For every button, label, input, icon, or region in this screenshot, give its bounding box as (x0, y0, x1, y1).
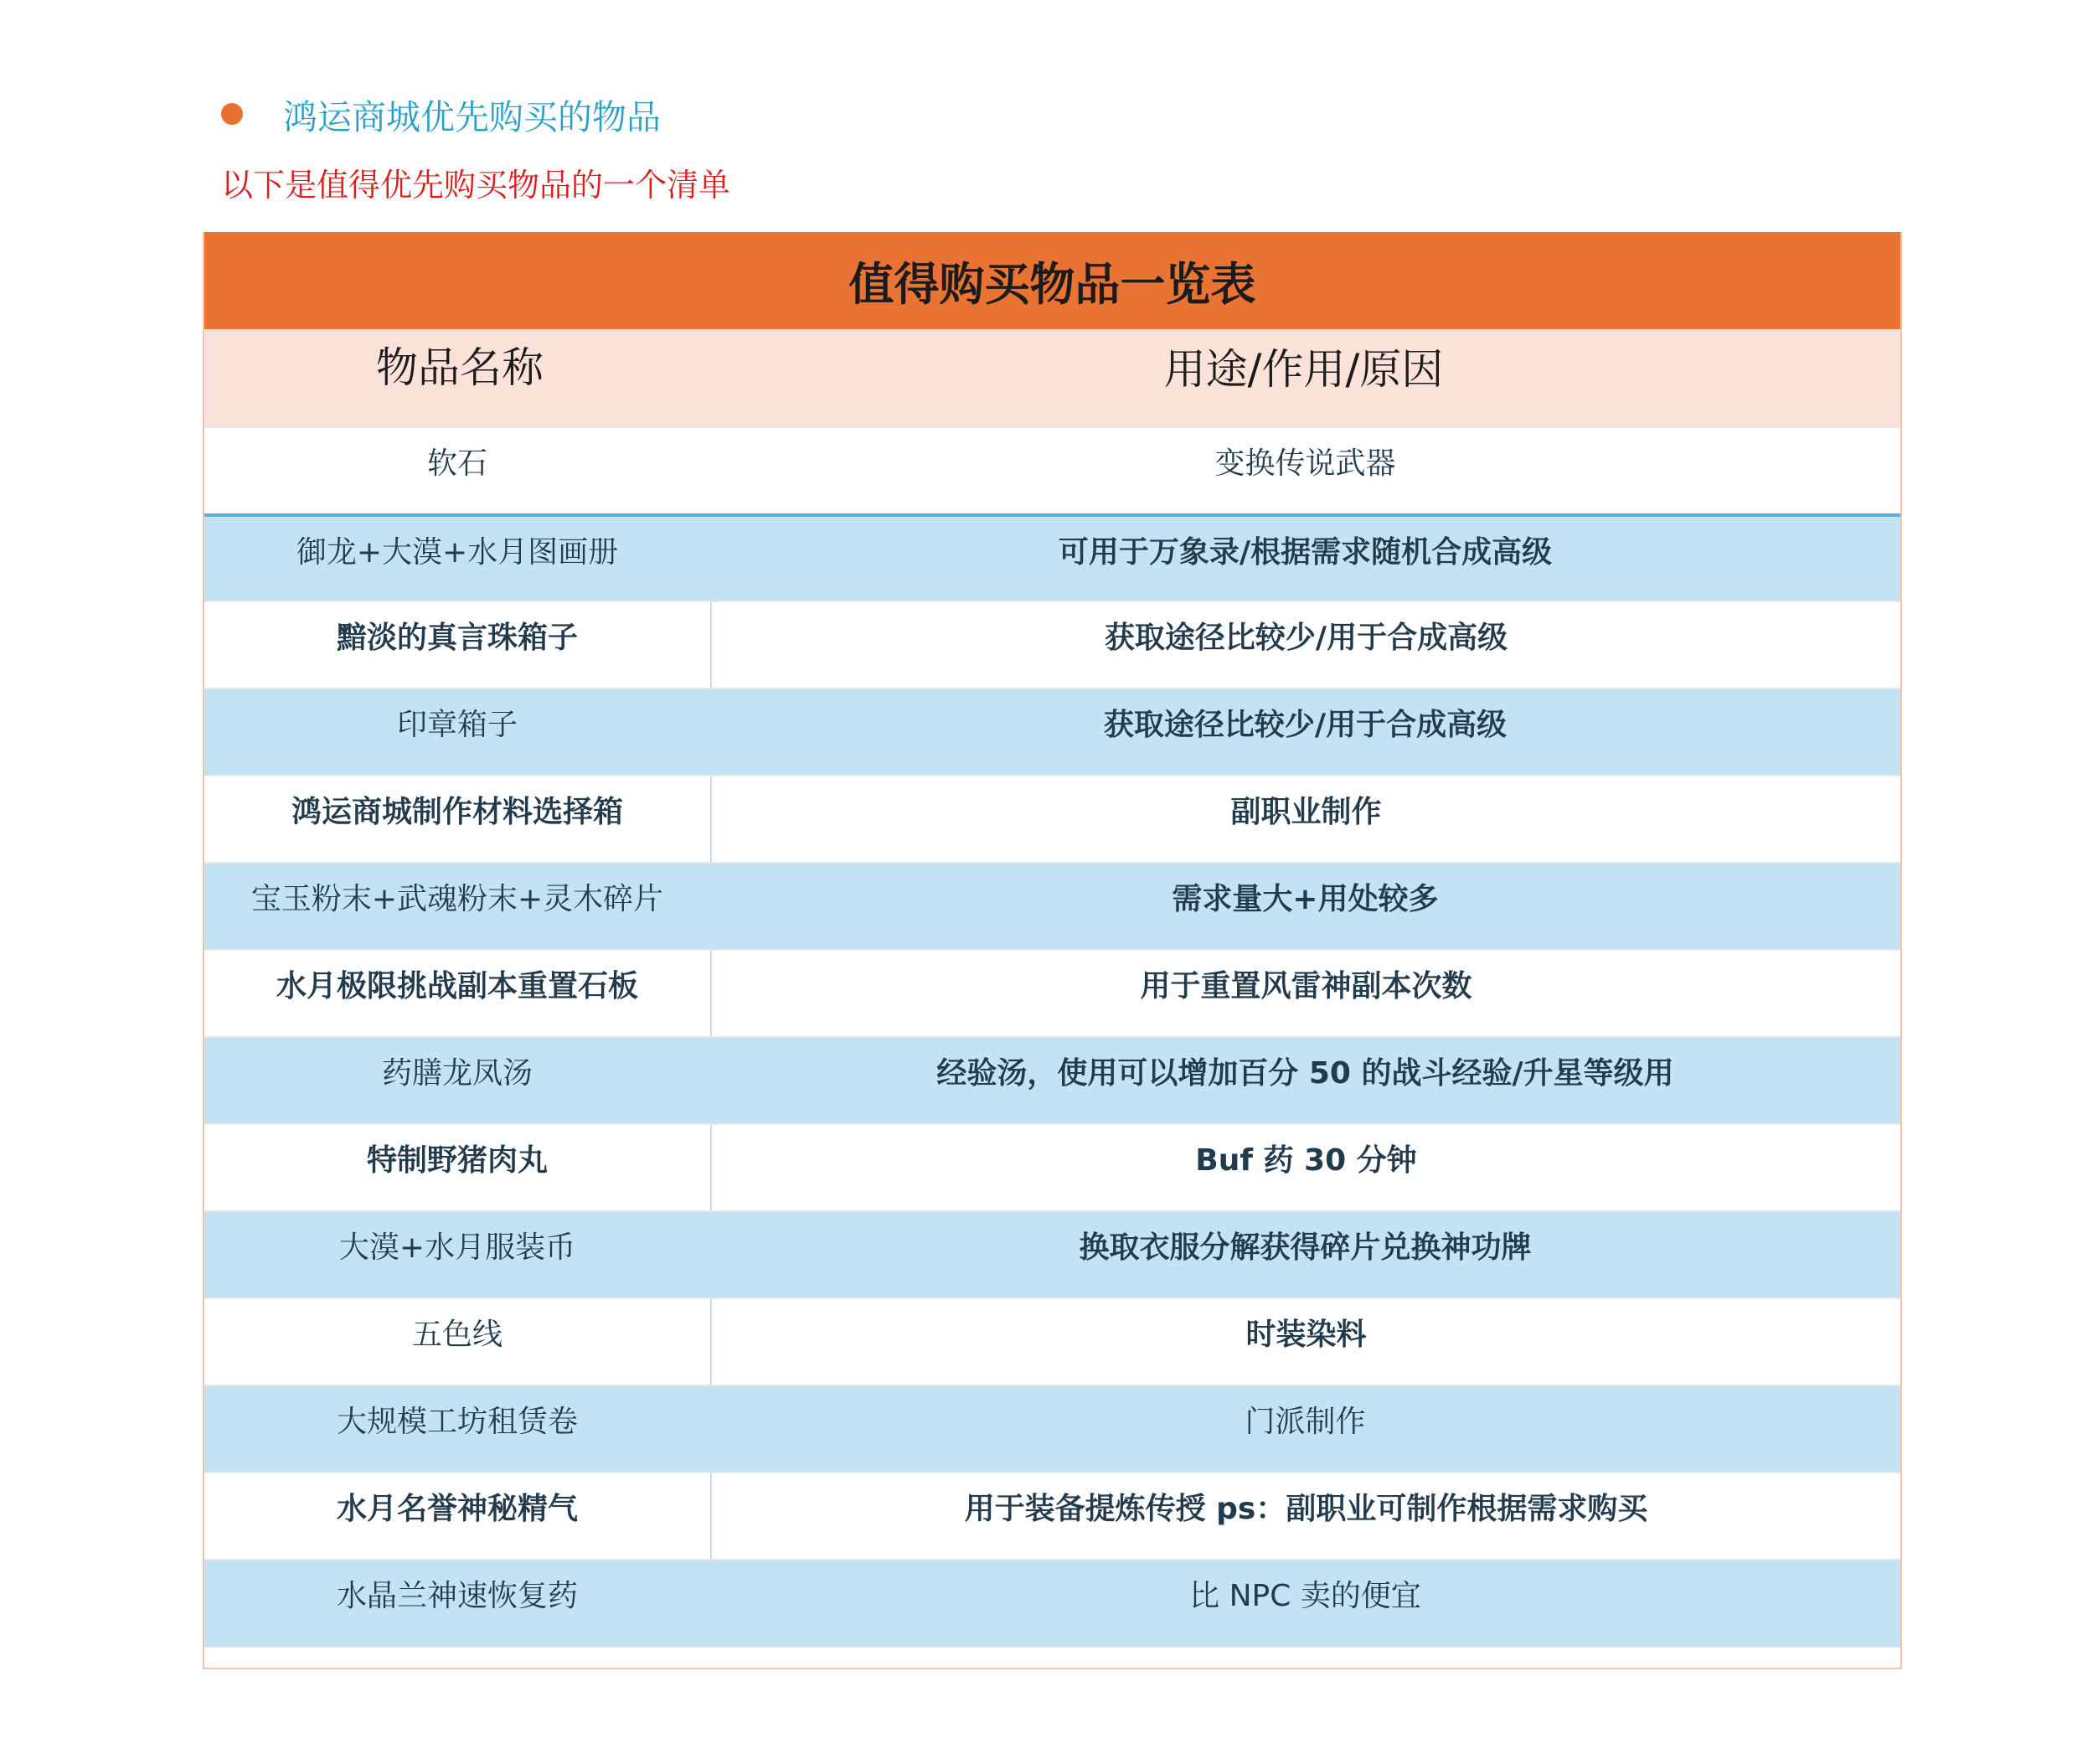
table-row (204, 1210, 1900, 1297)
header-item-use: 用途/作用/原因 (1163, 345, 1444, 394)
table-row (204, 688, 1900, 775)
item-use: 经验汤，使用可以增加百分 50 的战斗经验/升星等级用 (936, 1056, 1674, 1091)
table-row (204, 1036, 1900, 1123)
table-row (204, 601, 1900, 688)
table-title: 值得购买物品一览表 (204, 232, 1900, 329)
item-name: 软石 (426, 446, 487, 481)
items-table (203, 232, 1902, 1669)
item-name: 特制野猪肉丸 (366, 1143, 548, 1178)
table-footer-spacer (204, 1646, 1900, 1668)
item-use: 需求量大+用处较多 (1172, 882, 1439, 916)
item-use: 副职业制作 (710, 776, 1900, 862)
item-use: 比 NPC 卖的便宜 (1189, 1579, 1421, 1613)
table-header (204, 329, 1900, 426)
item-name: 药膳龙凤汤 (381, 1056, 533, 1091)
item-use: 可用于万象录/根据需求随机合成高级 (1058, 535, 1553, 570)
subtitle: 以下是值得优先购买物品的一个清单 (221, 167, 731, 204)
table-row (204, 1472, 1900, 1559)
header-item-name: 物品名称 (376, 343, 544, 392)
table-row (204, 862, 1900, 949)
item-use: 获取途径比较少/用于合成高级 (1103, 708, 1508, 742)
table-row (204, 426, 1900, 513)
item-use: 用于装备提炼传授 ps：副职业可制作根据需求购买 (710, 1473, 1900, 1559)
table-row (204, 1559, 1900, 1646)
item-name: 鸿运商城制作材料选择箱 (291, 795, 623, 829)
item-name: 五色线 (411, 1318, 502, 1352)
item-name: 水月极限挑战副本重置石板 (276, 969, 638, 1003)
item-name: 印章箱子 (396, 708, 518, 742)
item-name: 水月名誉神秘精气 (336, 1492, 578, 1526)
item-name: 水晶兰神速恢复药 (336, 1579, 578, 1613)
bullet-icon (221, 103, 243, 125)
table-row (204, 775, 1900, 862)
item-name: 大规模工坊租赁卷 (336, 1405, 578, 1439)
table-row (204, 1123, 1900, 1210)
item-name: 黯淡的真言珠箱子 (336, 621, 578, 655)
item-use: 变换传说武器 (1214, 446, 1396, 481)
table-row (204, 949, 1900, 1036)
item-use: 门派制作 (1245, 1405, 1366, 1439)
item-name: 大漠+水月服装币 (338, 1230, 576, 1265)
item-use: Buf 药 30 分钟 (710, 1125, 1900, 1210)
table-row (204, 1385, 1900, 1472)
table-row (204, 1297, 1900, 1385)
item-name: 御龙+大漠+水月图画册 (296, 535, 619, 570)
heading-text: 鸿运商城优先购买的物品 (283, 96, 661, 137)
item-use: 用于重置风雷神副本次数 (710, 951, 1900, 1036)
item-use: 换取衣服分解获得碎片兑换神功牌 (1079, 1230, 1532, 1265)
section-heading (219, 87, 661, 141)
table-row (204, 513, 1900, 601)
item-name: 宝玉粉末+武魂粉末+灵木碎片 (250, 882, 664, 916)
item-use: 获取途径比较少/用于合成高级 (710, 602, 1900, 688)
item-use: 时装染料 (710, 1299, 1900, 1385)
